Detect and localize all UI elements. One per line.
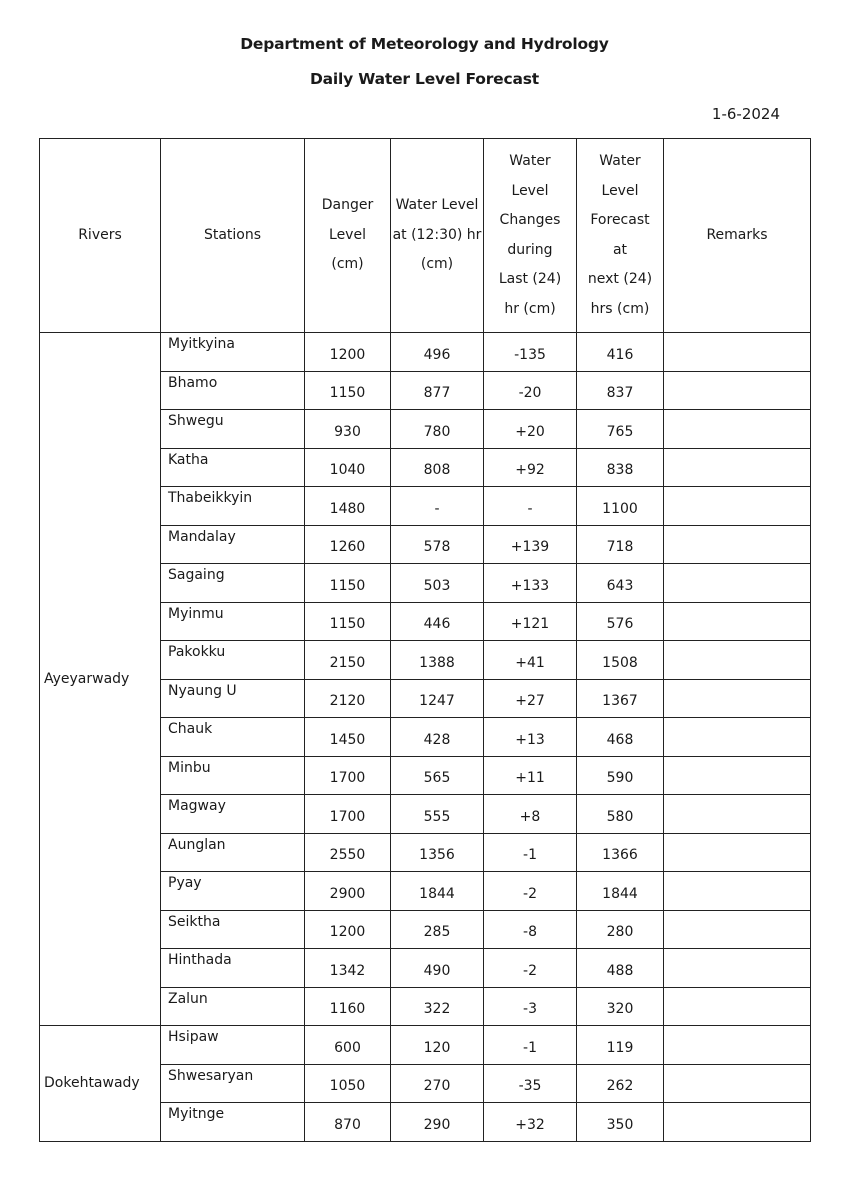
station-name: Myitkyina <box>161 333 305 372</box>
level-change: +32 <box>484 1103 577 1142</box>
table-row <box>40 1026 811 1065</box>
level-change: - <box>484 487 577 526</box>
remarks-cell <box>664 679 811 718</box>
report-date: 1-6-2024 <box>711 105 780 123</box>
forecast-level: 1366 <box>577 833 664 872</box>
danger-level: 1200 <box>305 333 391 372</box>
forecast-level: 1508 <box>577 641 664 680</box>
remarks-cell <box>664 333 811 372</box>
water-level: 120 <box>391 1026 484 1065</box>
document-title: Daily Water Level Forecast <box>310 70 539 88</box>
water-level-table <box>39 138 811 1142</box>
water-level: 565 <box>391 756 484 795</box>
station-name: Seiktha <box>161 910 305 949</box>
station-name: Hsipaw <box>161 1026 305 1065</box>
water-level: 555 <box>391 795 484 834</box>
header-danger-level: Danger Level (cm) <box>305 139 391 333</box>
forecast-level: 280 <box>577 910 664 949</box>
danger-level: 1260 <box>305 525 391 564</box>
level-change: +139 <box>484 525 577 564</box>
river-name: Ayeyarwady <box>40 333 161 1026</box>
header-row <box>40 139 811 333</box>
remarks-cell <box>664 525 811 564</box>
water-level: 1388 <box>391 641 484 680</box>
header-changes: Water Level Changes during Last (24) hr (cm) <box>484 139 577 333</box>
danger-level: 2550 <box>305 833 391 872</box>
station-name: Chauk <box>161 718 305 757</box>
water-level: 285 <box>391 910 484 949</box>
forecast-level: 718 <box>577 525 664 564</box>
water-level: 1247 <box>391 679 484 718</box>
forecast-level: 119 <box>577 1026 664 1065</box>
level-change: -135 <box>484 333 577 372</box>
remarks-cell <box>664 987 811 1026</box>
organization-title: Department of Meteorology and Hydrology <box>240 35 609 53</box>
station-name: Mandalay <box>161 525 305 564</box>
level-change: +20 <box>484 410 577 449</box>
danger-level: 2120 <box>305 679 391 718</box>
station-name: Zalun <box>161 987 305 1026</box>
station-name: Bhamo <box>161 371 305 410</box>
level-change: -2 <box>484 872 577 911</box>
station-name: Minbu <box>161 756 305 795</box>
header-rivers: Rivers <box>40 139 161 333</box>
remarks-cell <box>664 564 811 603</box>
river-name: Dokehtawady <box>40 1026 161 1142</box>
remarks-cell <box>664 1103 811 1142</box>
station-name: Pyay <box>161 872 305 911</box>
station-name: Shwegu <box>161 410 305 449</box>
danger-level: 1342 <box>305 949 391 988</box>
level-change: +8 <box>484 795 577 834</box>
station-name: Hinthada <box>161 949 305 988</box>
danger-level: 870 <box>305 1103 391 1142</box>
forecast-level: 1844 <box>577 872 664 911</box>
level-change: -2 <box>484 949 577 988</box>
water-level: 490 <box>391 949 484 988</box>
danger-level: 1050 <box>305 1064 391 1103</box>
station-name: Myitnge <box>161 1103 305 1142</box>
water-level: 808 <box>391 448 484 487</box>
danger-level: 2900 <box>305 872 391 911</box>
forecast-level: 488 <box>577 949 664 988</box>
forecast-level: 580 <box>577 795 664 834</box>
level-change: -20 <box>484 371 577 410</box>
remarks-cell <box>664 371 811 410</box>
danger-level: 1480 <box>305 487 391 526</box>
level-change: -1 <box>484 1026 577 1065</box>
water-level: 503 <box>391 564 484 603</box>
level-change: +13 <box>484 718 577 757</box>
water-level: 877 <box>391 371 484 410</box>
forecast-level: 320 <box>577 987 664 1026</box>
remarks-cell <box>664 641 811 680</box>
level-change: +121 <box>484 602 577 641</box>
water-level: 428 <box>391 718 484 757</box>
forecast-level: 1100 <box>577 487 664 526</box>
station-name: Nyaung U <box>161 679 305 718</box>
water-level: 446 <box>391 602 484 641</box>
remarks-cell <box>664 1026 811 1065</box>
remarks-cell <box>664 910 811 949</box>
level-change: -8 <box>484 910 577 949</box>
water-level: 1356 <box>391 833 484 872</box>
remarks-cell <box>664 756 811 795</box>
station-name: Myinmu <box>161 602 305 641</box>
header-remarks: Remarks <box>664 139 811 333</box>
danger-level: 1200 <box>305 910 391 949</box>
danger-level: 1700 <box>305 795 391 834</box>
remarks-cell <box>664 448 811 487</box>
header-forecast: Water Level Forecast at next (24) hrs (cm) <box>577 139 664 333</box>
forecast-level: 416 <box>577 333 664 372</box>
station-name: Shwesaryan <box>161 1064 305 1103</box>
forecast-level: 765 <box>577 410 664 449</box>
water-level: - <box>391 487 484 526</box>
forecast-level: 837 <box>577 371 664 410</box>
forecast-level: 590 <box>577 756 664 795</box>
remarks-cell <box>664 602 811 641</box>
water-level: 496 <box>391 333 484 372</box>
remarks-cell <box>664 949 811 988</box>
danger-level: 1150 <box>305 564 391 603</box>
forecast-level: 350 <box>577 1103 664 1142</box>
danger-level: 930 <box>305 410 391 449</box>
water-level: 322 <box>391 987 484 1026</box>
forecast-level: 576 <box>577 602 664 641</box>
water-level: 1844 <box>391 872 484 911</box>
level-change: +41 <box>484 641 577 680</box>
forecast-level: 1367 <box>577 679 664 718</box>
danger-level: 1150 <box>305 371 391 410</box>
danger-level: 600 <box>305 1026 391 1065</box>
danger-level: 1700 <box>305 756 391 795</box>
danger-level: 1450 <box>305 718 391 757</box>
station-name: Pakokku <box>161 641 305 680</box>
level-change: +11 <box>484 756 577 795</box>
water-level: 290 <box>391 1103 484 1142</box>
water-level: 780 <box>391 410 484 449</box>
danger-level: 2150 <box>305 641 391 680</box>
water-level: 270 <box>391 1064 484 1103</box>
remarks-cell <box>664 872 811 911</box>
header-stations: Stations <box>161 139 305 333</box>
forecast-level: 838 <box>577 448 664 487</box>
level-change: -1 <box>484 833 577 872</box>
remarks-cell <box>664 410 811 449</box>
level-change: +133 <box>484 564 577 603</box>
level-change: -35 <box>484 1064 577 1103</box>
water-level: 578 <box>391 525 484 564</box>
header-water-level: Water Level at (12:30) hr (cm) <box>391 139 484 333</box>
forecast-level: 262 <box>577 1064 664 1103</box>
remarks-cell <box>664 833 811 872</box>
danger-level: 1150 <box>305 602 391 641</box>
station-name: Thabeikkyin <box>161 487 305 526</box>
remarks-cell <box>664 487 811 526</box>
station-name: Sagaing <box>161 564 305 603</box>
station-name: Aunglan <box>161 833 305 872</box>
forecast-level: 643 <box>577 564 664 603</box>
remarks-cell <box>664 718 811 757</box>
danger-level: 1040 <box>305 448 391 487</box>
danger-level: 1160 <box>305 987 391 1026</box>
level-change: -3 <box>484 987 577 1026</box>
table-row <box>40 333 811 372</box>
station-name: Katha <box>161 448 305 487</box>
level-change: +27 <box>484 679 577 718</box>
level-change: +92 <box>484 448 577 487</box>
forecast-level: 468 <box>577 718 664 757</box>
station-name: Magway <box>161 795 305 834</box>
remarks-cell <box>664 1064 811 1103</box>
remarks-cell <box>664 795 811 834</box>
